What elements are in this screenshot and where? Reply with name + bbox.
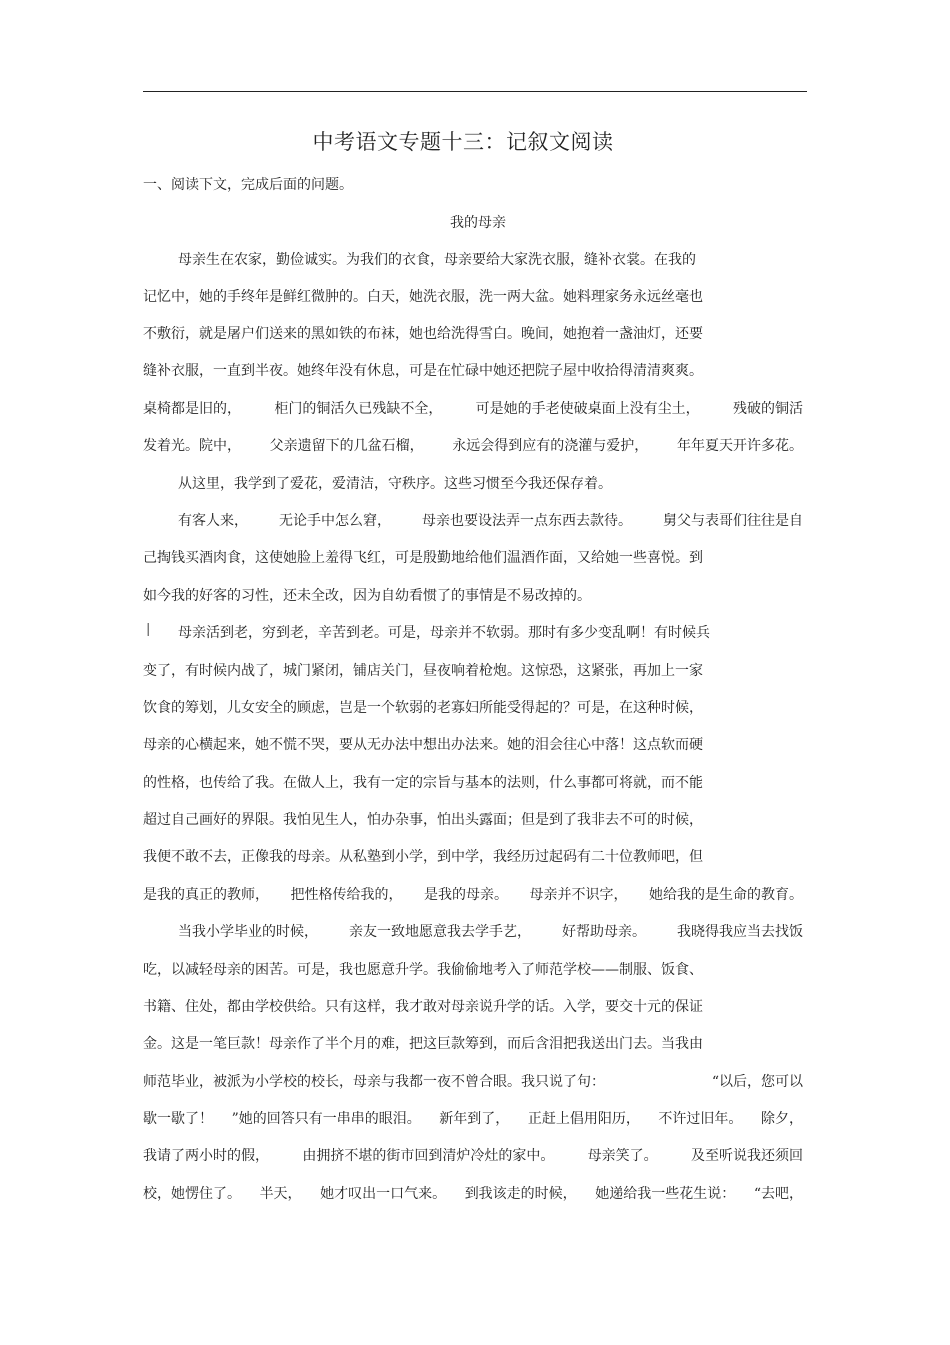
text-segment: 正赶上倡用阳历， — [527, 1111, 640, 1127]
text-segment: 桌椅都是旧的， — [143, 401, 241, 417]
text-line — [178, 509, 803, 533]
header-rule — [143, 91, 807, 92]
text-segment: 母亲活到老，穷到老，辛苦到老。可是，母亲并不软弱。那时有多少变乱啊！有时候兵 — [178, 625, 710, 641]
text-line — [143, 958, 803, 982]
text-line — [143, 808, 803, 832]
text-line — [143, 845, 803, 869]
text-segment: 母亲也要设法弄一点东西去款待。 — [422, 513, 632, 529]
text-line — [143, 1070, 803, 1094]
text-line — [178, 920, 803, 944]
text-line — [143, 771, 803, 795]
text-segment: 把性格传给我的， — [290, 887, 403, 903]
text-segment: 无论手中怎么窘， — [279, 513, 391, 529]
text-segment: 发着光。院中， — [143, 438, 241, 454]
text-line — [143, 696, 803, 720]
text-line — [178, 621, 803, 645]
text-segment: 从这里，我学到了爱花，爱清洁，守秩序。这些习惯至今我还保存着。 — [178, 476, 612, 492]
text-line — [143, 359, 803, 383]
text-segment: 新年到了， — [439, 1111, 510, 1127]
text-line — [178, 472, 803, 496]
text-line — [143, 434, 803, 458]
text-segment: 变了，有时候内战了，城门紧闭，铺店关门，昼夜响着枪炮。这惊恐，这紧张，再加上一家 — [143, 663, 703, 679]
text-segment: 歇一歇了！ — [143, 1111, 213, 1127]
text-segment: 柜门的铜活久已残缺不全， — [274, 401, 443, 417]
text-line — [143, 584, 803, 608]
text-segment: 我请了两小时的假， — [143, 1148, 269, 1164]
text-segment: 永远会得到应有的浇灌与爱护， — [452, 438, 649, 454]
text-line — [143, 1032, 803, 1056]
text-segment: 及至听说我还须回 — [690, 1148, 803, 1164]
text-line — [143, 546, 803, 570]
text-segment: 我便不敢不去，正像我的母亲。从私塾到小学，到中学，我经历过起码有二十位教师吧，但 — [143, 849, 703, 865]
text-segment: 不许过旧年。 — [658, 1111, 743, 1127]
text-segment: 饮食的筹划，儿女安全的顾虑，岂是一个软弱的老寡妇所能受得起的？可是，在这种时候， — [143, 700, 703, 716]
text-line — [143, 995, 803, 1019]
question-instruction: 一、阅读下文，完成后面的问题。 — [143, 177, 353, 193]
text-line — [178, 248, 803, 272]
text-segment: 母亲的心横起来，她不慌不哭，要从无办法中想出办法来。她的泪会往心中落！这点软而硬 — [143, 737, 703, 753]
text-segment: 可是她的手老使破桌面上没有尘土， — [475, 401, 700, 417]
text-segment: 她给我的是生命的教育。 — [649, 887, 803, 903]
page-title: 中考语文专题十三：记叙文阅读 — [312, 130, 614, 154]
text-segment: 是我的真正的教师， — [143, 887, 269, 903]
text-segment: 书籍、住处，都由学校供给。只有这样，我才敢对母亲说升学的话。入学，要交十元的保证 — [143, 999, 703, 1015]
text-line — [143, 322, 803, 346]
text-segment: 亲友一致地愿意我去学手艺， — [349, 924, 531, 940]
text-segment: 吃，以减轻母亲的困苦。可是，我也愿意升学。我偷偷地考入了师范学校——制服、饭食、 — [143, 962, 703, 978]
text-segment: 的性格，也传给了我。在做人上，我有一定的宗旨与基本的法则，什么事都可将就，而不能 — [143, 775, 703, 791]
text-segment: 残破的铜活 — [732, 401, 803, 417]
text-line — [143, 1107, 803, 1131]
text-segment: 由拥挤不堪的街市回到清炉冷灶的家中。 — [302, 1148, 555, 1164]
text-segment: 除夕， — [760, 1111, 803, 1127]
text-segment: 到我该走的时候， — [464, 1186, 577, 1202]
text-segment: 己掏钱买酒肉食，这使她脸上羞得飞红，可是殷勤地给他们温酒作面，又给她一些喜悦。到 — [143, 550, 703, 566]
text-segment: 年年夏天开许多花。 — [676, 438, 803, 454]
text-segment: 我晓得我应当去找饭 — [677, 924, 803, 940]
text-segment: ”她的回答只有一串串的眼泪。 — [231, 1111, 421, 1127]
margin-mark: | — [146, 622, 151, 637]
text-segment: 舅父与表哥们往往是自 — [663, 513, 803, 529]
text-line — [143, 1144, 803, 1168]
text-segment: 母亲笑了。 — [587, 1148, 658, 1164]
text-segment: 校，她愣住了。 — [143, 1186, 241, 1202]
text-segment: 如今我的好客的习性，还未全改，因为自幼看惯了的事情是不易改掉的。 — [143, 588, 591, 604]
text-line — [143, 285, 803, 309]
text-segment: 超过自己画好的界限。我怕见生人，怕办杂事，怕出头露面；但是到了我非去不可的时候， — [143, 812, 703, 828]
text-segment: 半天， — [259, 1186, 302, 1202]
text-segment: 父亲遗留下的几盆石榴， — [269, 438, 424, 454]
text-segment: “以后，您可以 — [711, 1074, 803, 1090]
text-segment: 师范毕业，被派为小学校的校长，母亲与我都一夜不曾合眼。我只说了句： — [143, 1074, 605, 1090]
text-segment: 记忆中，她的手终年是鲜红微肿的。白天，她洗衣服，洗一两大盆。她料理家务永远丝毫也 — [143, 289, 703, 305]
text-segment: 是我的母亲。 — [424, 887, 508, 903]
text-line — [143, 883, 803, 907]
text-segment: 她才叹出一口气来。 — [320, 1186, 447, 1202]
text-segment: 母亲生在农家，勤俭诚实。为我们的衣食，母亲要给大家洗衣服，缝补衣裳。在我的 — [178, 252, 696, 268]
text-segment: 好帮助母亲。 — [562, 924, 646, 940]
text-line — [143, 733, 803, 757]
text-line — [143, 659, 803, 683]
text-segment: 当我小学毕业的时候， — [178, 924, 318, 940]
text-segment: 不敷衍，就是屠户们送来的黑如铁的布袜，她也给洗得雪白。晚间，她抱着一盏油灯，还要 — [143, 326, 703, 342]
text-segment: “去吧， — [753, 1186, 803, 1202]
text-segment: 有客人来， — [178, 513, 248, 529]
text-segment: 她递给我一些花生说： — [595, 1186, 736, 1202]
text-segment: 母亲并不识字， — [529, 887, 628, 903]
article-title: 我的母亲 — [450, 215, 506, 231]
text-segment: 缝补衣服，一直到半夜。她终年没有休息，可是在忙碌中她还把院子屋中收拾得清清爽爽。 — [143, 363, 703, 379]
text-line — [143, 1182, 803, 1206]
text-segment: 金。这是一笔巨款！母亲作了半个月的难，把这巨款筹到，而后含泪把我送出门去。当我由 — [143, 1036, 703, 1052]
text-line — [143, 397, 803, 421]
